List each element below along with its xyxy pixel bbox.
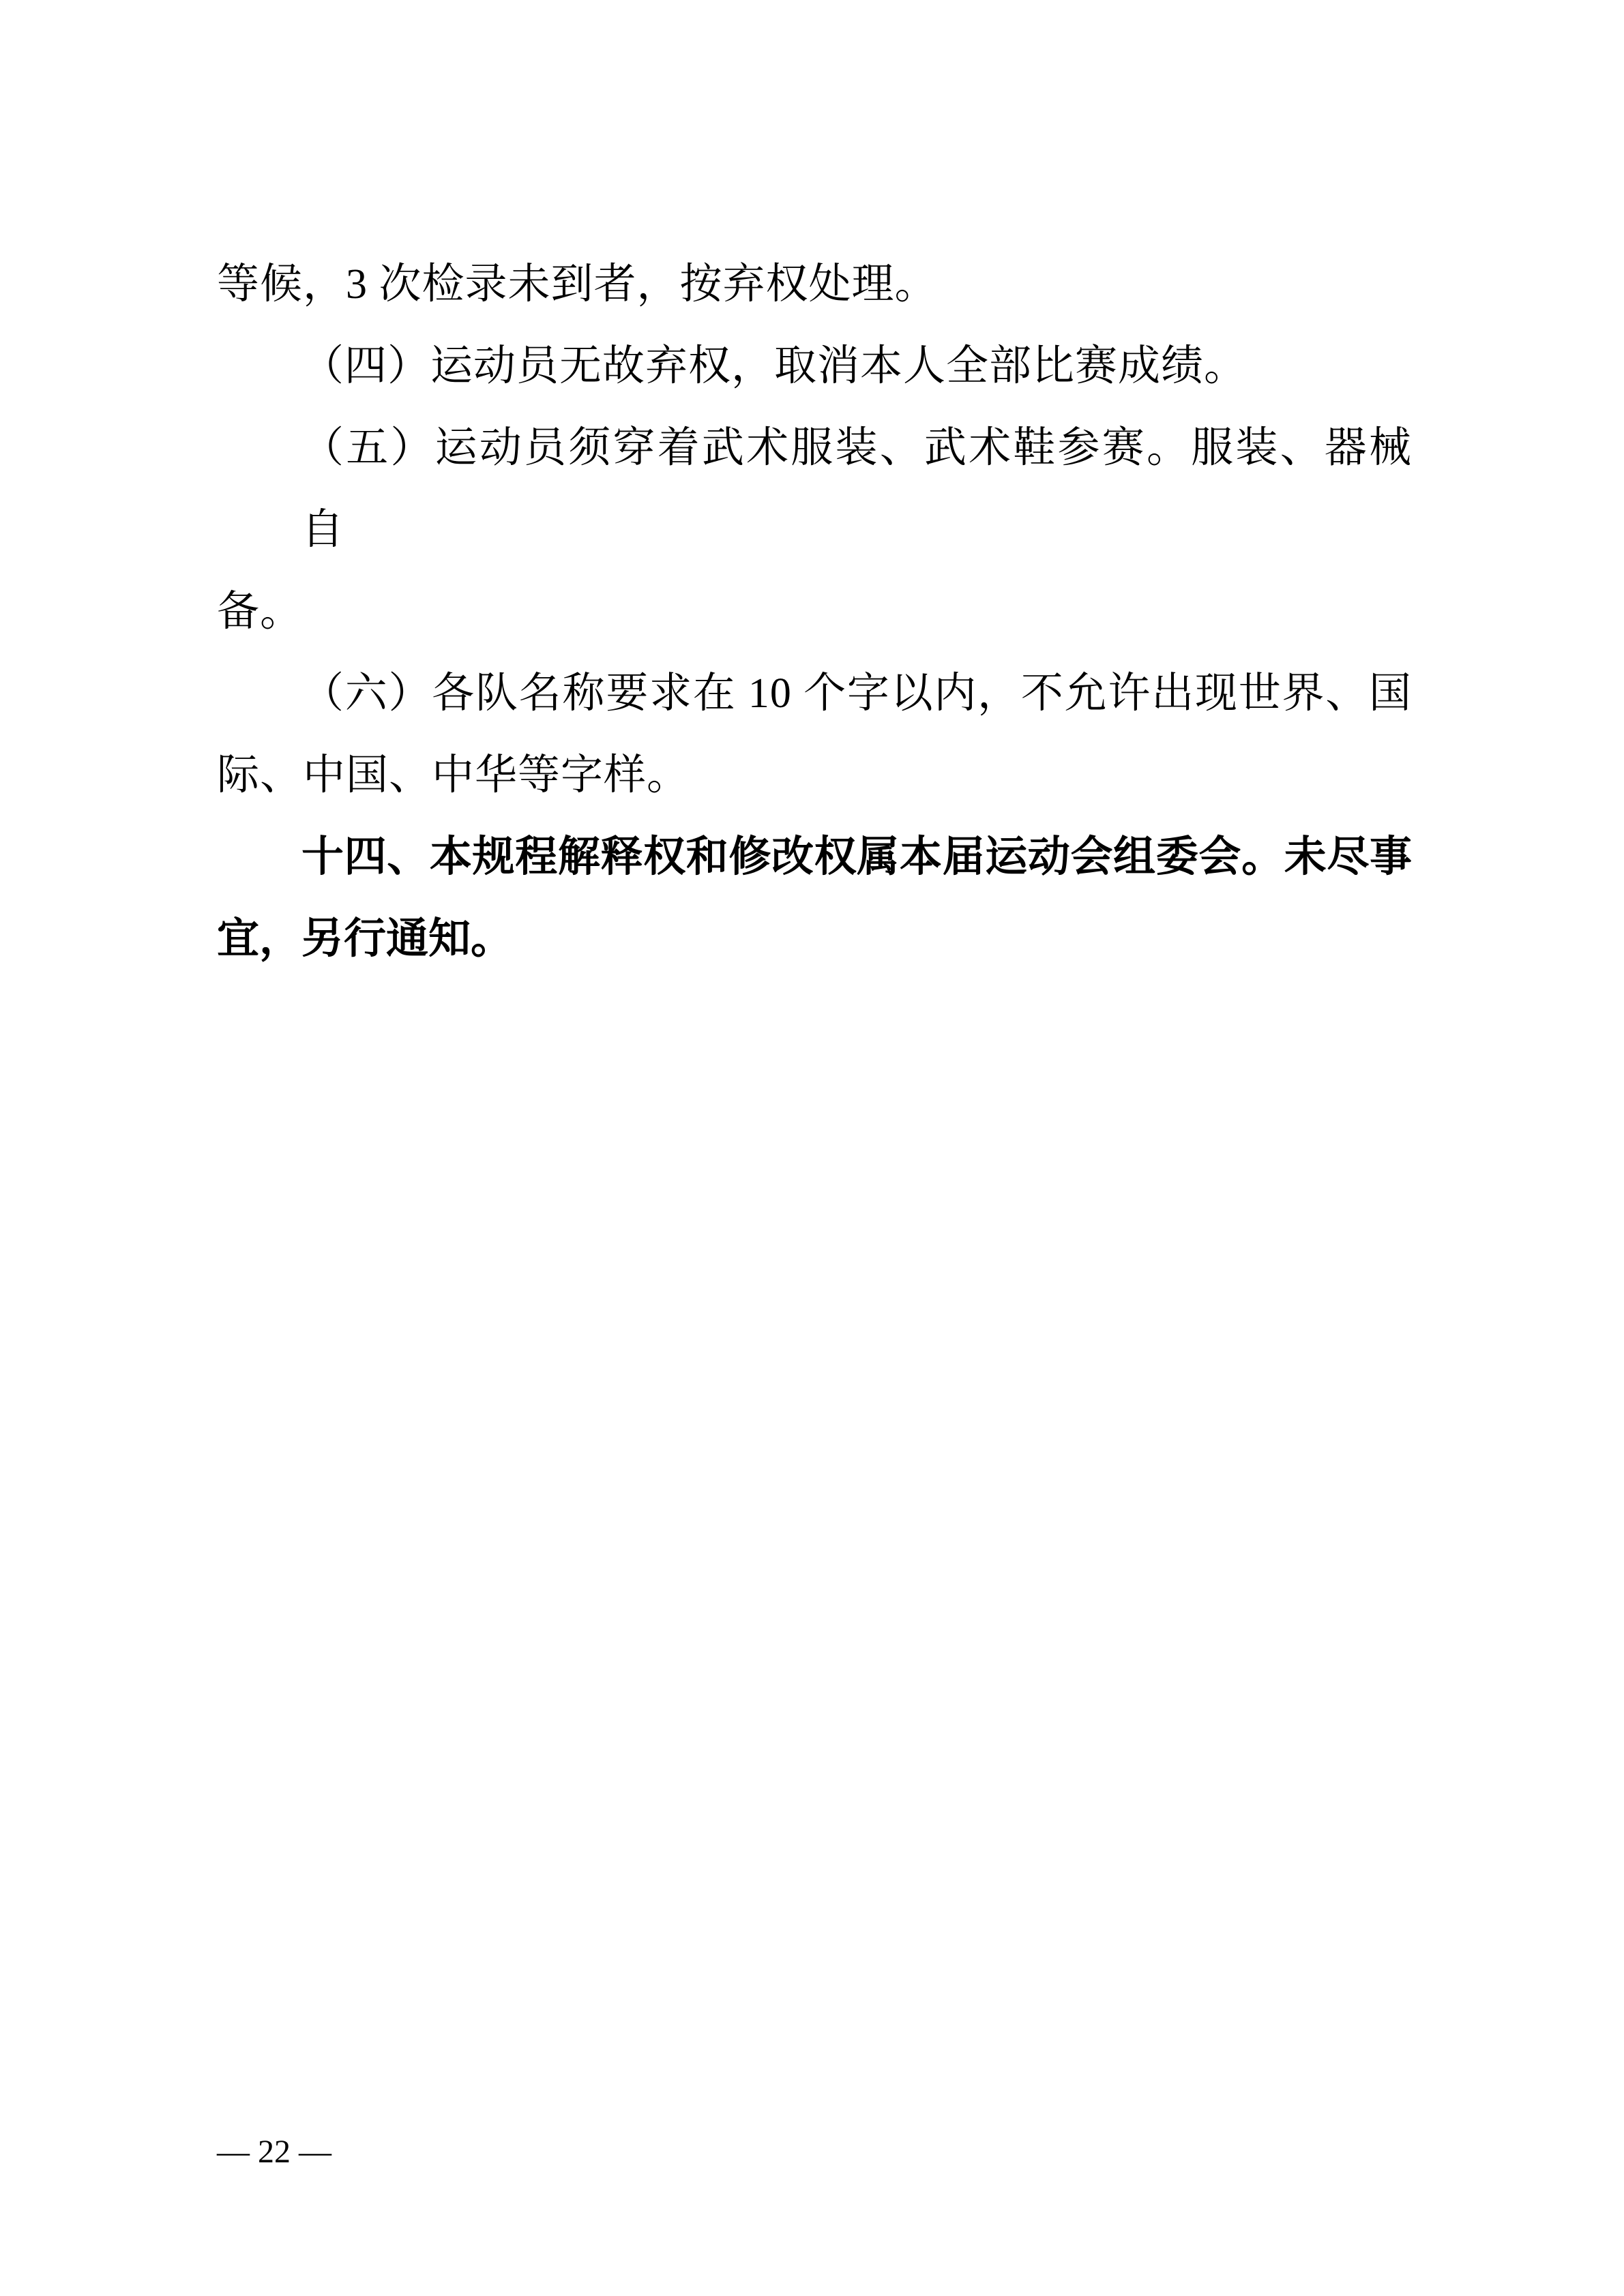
rule-4-line: （四）运动员无故弃权，取消本人全部比赛成绩。 — [301, 343, 1247, 389]
section-14-line-1: 十四、本规程解释权和修改权属本届运动会组委会。未尽事 — [301, 833, 1412, 880]
rule-5-line-2: 备。 — [217, 588, 304, 635]
page-body-text — [217, 243, 1412, 980]
continuation-paragraph-line: 等候，3 次检录未到者，按弃权处理。 — [217, 261, 938, 308]
rule-6-line-2: 际、中国、中华等字样。 — [217, 752, 690, 799]
rule-5-line-1: （五）运动员须穿着武术服装、武术鞋参赛。服装、器械自 — [301, 425, 1412, 553]
rule-6-line-1: （六）各队名称要求在 10 个字以内，不允许出现世界、国 — [301, 670, 1412, 717]
section-14-line-2: 宜，另行通知。 — [217, 915, 514, 962]
page-number: — 22 — — [217, 2134, 331, 2170]
